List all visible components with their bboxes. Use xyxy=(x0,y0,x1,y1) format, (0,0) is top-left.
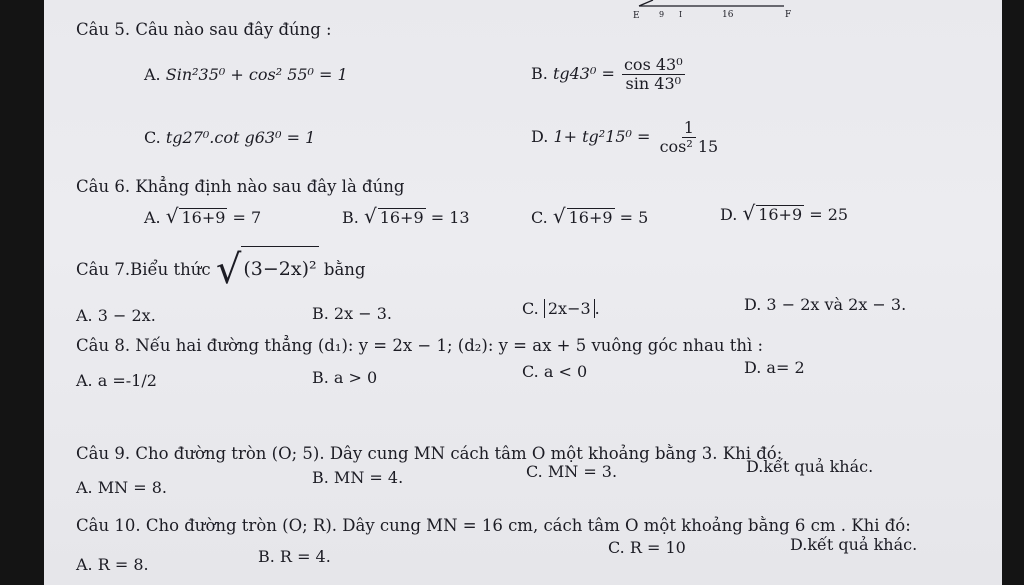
q9-option-b: B. MN = 4. xyxy=(312,468,404,487)
q7-c-abs: 2x−3 xyxy=(544,299,595,318)
q7-tail: bằng xyxy=(323,260,366,279)
q5-d-lhs: 1+ tg²15⁰ = xyxy=(553,127,651,146)
figure-label-f: F xyxy=(785,10,792,20)
q7-option-a: A. 3 − 2x. xyxy=(76,306,156,325)
q5-option-c xyxy=(144,128,315,148)
q7-option-d: D. 3 − 2x và 2x − 3. xyxy=(744,295,907,314)
q6-c-radicand: 16+9 xyxy=(568,208,613,227)
q5-title: Câu 5. Câu nào sau đây đúng : xyxy=(76,20,332,39)
q6-a-label: A. xyxy=(144,208,161,227)
q6-option-c: C. √ 16+9 = 5 xyxy=(531,204,649,228)
q6-d-radicand: 16+9 xyxy=(758,205,803,224)
q5-option-d xyxy=(531,115,722,159)
q6-option-b: B. √ 16+9 = 13 xyxy=(342,204,470,228)
q6-d-label: D. xyxy=(720,205,738,224)
q5-c-label: C. xyxy=(144,128,161,147)
q5-b-fraction xyxy=(622,56,685,93)
q7-radicand: (3−2x)² xyxy=(241,246,318,289)
q5-c-expr: tg27⁰.cot g63⁰ = 1 xyxy=(165,128,316,147)
q5-a-expr: Sin²35⁰ + cos² 55⁰ = 1 xyxy=(165,65,348,84)
q5-option-a xyxy=(144,65,348,85)
q6-b-rhs: = 13 xyxy=(430,208,470,227)
q6-c-label: C. xyxy=(531,208,548,227)
q5-d-denominator: cos² 15 xyxy=(659,137,719,156)
q7-title-line: Câu 7.Biểu thức √ (3−2x)² bằng xyxy=(76,247,366,293)
q9-title: Câu 9. Cho đường tròn (O; 5). Dây cung MN cách tâm O một khoảng bằng 3. Khi đó: xyxy=(76,444,783,463)
q6-d-rhs: = 25 xyxy=(809,205,849,224)
q5-b-denominator: sin 43⁰ xyxy=(625,74,682,93)
q7-option-c xyxy=(522,299,600,319)
q6-b-radicand: 16+9 xyxy=(379,208,424,227)
q6-option-a: A. √ 16+9 = 7 xyxy=(144,204,262,228)
figure-fragment xyxy=(619,0,799,22)
figure-label-16: 16 xyxy=(722,10,734,20)
q5-b-lhs: tg43⁰ = xyxy=(552,64,615,83)
q6-a-radicand: 16+9 xyxy=(181,208,226,227)
q8-option-b: B. a > 0 xyxy=(312,368,378,387)
q6-c-rhs: = 5 xyxy=(619,208,649,227)
q8-option-d: D. a= 2 xyxy=(744,358,805,377)
q7-title: Câu 7.Biểu thức xyxy=(76,260,211,279)
exam-paper xyxy=(44,0,1002,585)
q10-option-b: B. R = 4. xyxy=(258,547,331,566)
q8-option-c: C. a < 0 xyxy=(522,362,588,381)
q8-title: Câu 8. Nếu hai đường thẳng (d₁): y = 2x − 1; (d₂): y = ax + 5 vuông góc nhau thì : xyxy=(76,336,764,355)
q5-d-label: D. xyxy=(531,127,549,146)
q10-option-d: D.kết quả khác. xyxy=(790,535,918,554)
q9-option-d: D.kết quả khác. xyxy=(746,457,874,476)
q6-b-label: B. xyxy=(342,208,359,227)
q6-a-rhs: = 7 xyxy=(232,208,262,227)
q5-b-label: B. xyxy=(531,64,548,83)
q5-a-label: A. xyxy=(144,65,161,84)
q7-option-b: B. 2x − 3. xyxy=(312,304,392,323)
figure-label-i: I xyxy=(679,10,683,19)
q6-title: Câu 6. Khẳng định nào sau đây là đúng xyxy=(76,177,405,196)
q10-option-c: C. R = 10 xyxy=(608,538,686,557)
q6-option-d: D. √ 16+9 = 25 xyxy=(720,201,849,225)
q5-d-numerator: 1 xyxy=(683,118,694,137)
q5-option-b xyxy=(531,52,687,96)
q7-c-label: C. xyxy=(522,299,539,318)
q5-b-numerator: cos 43⁰ xyxy=(623,55,683,74)
q7-c-tail: . xyxy=(594,299,600,318)
q9-option-a: A. MN = 8. xyxy=(76,478,167,497)
q5-d-fraction xyxy=(658,119,721,156)
q9-option-c: C. MN = 3. xyxy=(526,462,618,481)
figure-label-e: E xyxy=(633,11,640,21)
figure-label-9: 9 xyxy=(659,10,665,19)
q8-option-a: A. a =-1/2 xyxy=(76,371,157,390)
q10-option-a: A. R = 8. xyxy=(76,555,149,574)
q10-title: Câu 10. Cho đường tròn (O; R). Dây cung MN = 16 cm, cách tâm O một khoảng bằng 6 cm . Khi đó: xyxy=(76,516,911,535)
